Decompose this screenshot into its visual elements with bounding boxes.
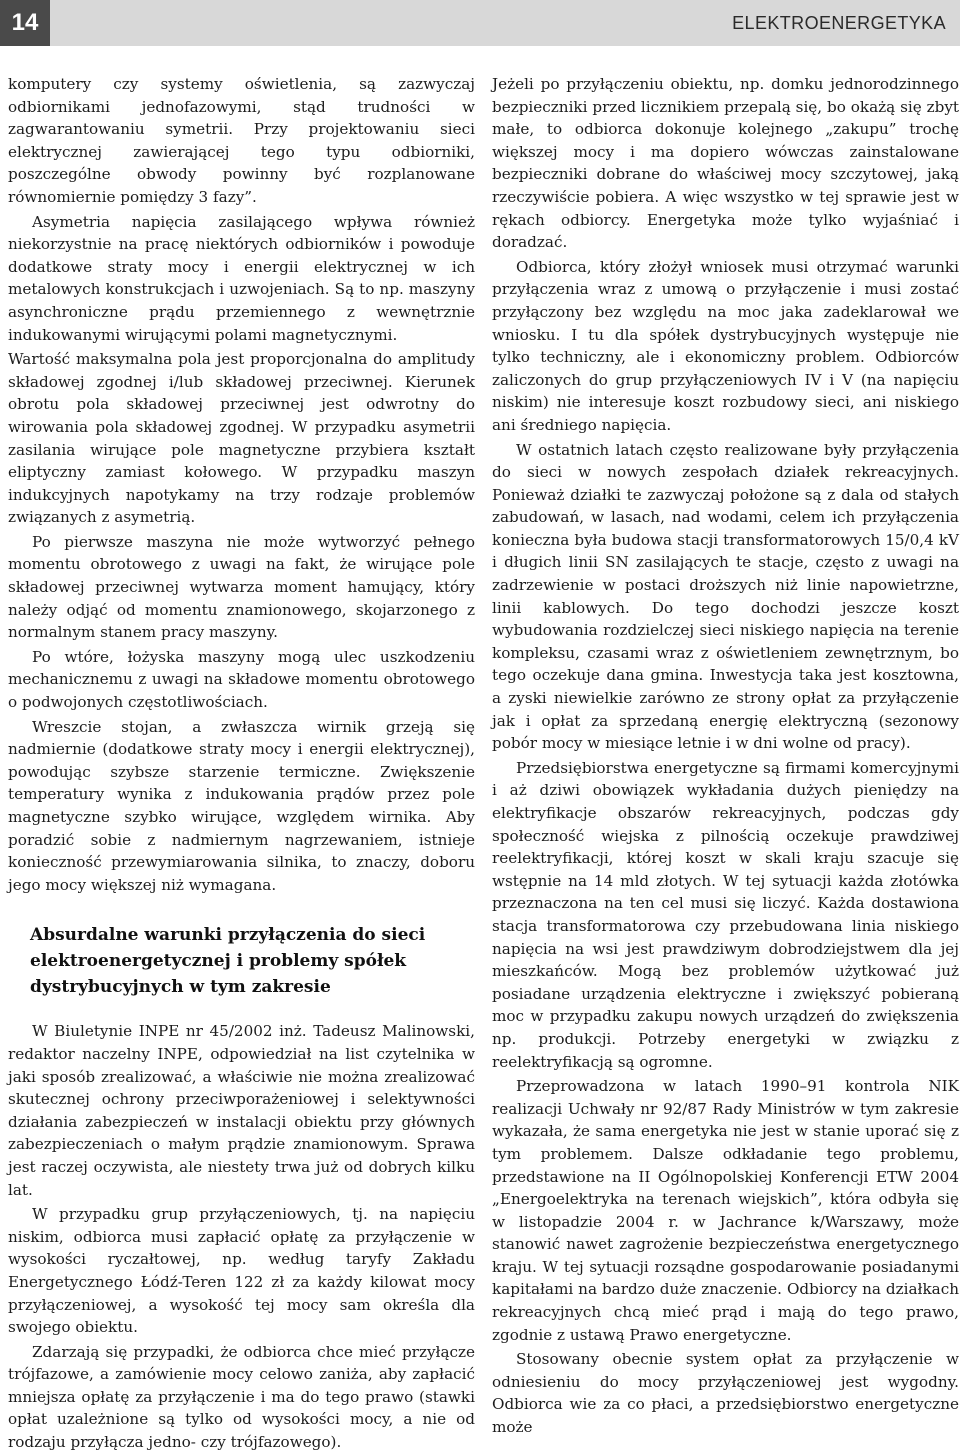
paragraph: Jeżeli po przyłączeniu obiektu, np. domku jednorodzinnego bezpieczniki przed licznikiem przepalą się, bo okażą się zbyt małe, to odbiorca dokonuje kolejnego „zakupu” trochę większej mocy i ma dopiero wówczas zainstalowane bezpieczniki dobrane do właściwej mocy szczytowej, jaką rzeczywiście pobiera. A więc wszystko w tej sprawie jest w rękach odbiorcy. Energetyka może tylko wyjaśniać i doradzać. — [492, 75, 959, 252]
article-heading: Absurdalne warunki przyłączenia do sieci elektroenergetycznej i problemy spółek dystrybucyjnych w tym zakresie — [30, 925, 426, 998]
paragraph: Przeprowadzona w latach 1990–91 kontrola NIK realizacji Uchwały nr 92/87 Rady Ministrów w tym zakresie wykazała, że sama energetyka nie jest w stanie uporać się z tym problemem. Dalsze odkładanie tego problemu, przedstawione na II Ogólnopolskiej Konferencji ETW 2004 „Energoelektryka na terenach wiejskich”, która odbyła się w listopadzie 2004 r. w Jachrance k/Warszawy, może stanowić nawet zagrożenie bezpieczeństwa energetycznego kraju. W tej sytuacji rozsądne gospodarowanie posiadanymi kapitałami na bardzo duże znaczenie. Odbiorcy na działkach rekreacyjnych chcą mieć prąd i mają do tego prawo, zgodnie z ustawą Prawo energetyczne. — [492, 1077, 959, 1344]
paragraph: W ostatnich latach często realizowane były przyłączenia do sieci w nowych zespołach działek rekreacyjnych. Ponieważ działki te zazwyczaj położone są z dala od stałych zabudowań, w lasach, nad wodami, celem ich przyłączenia konieczna była budowa stacji transformatorowych 15/0,4 kV i długich linii SN zasilających te stacje, często z uwagi na zadrzewienie w postaci droższych niż linie napowietrzne, linii kablowych. Do tego dochodzi jeszcze koszt wybudowania rozdzielczej sieci niskiego napięcia na terenie kompleksu, czasami wraz z oświetleniem zewnętrznym, bo tego oczekuje dana gmina. Inwestycja taka jest kosztowna, a zyski niewielkie zarówno ze strony opłat za przyłączenie jak i opłat za sprzedaną energię elektryczną (sezonowy pobór mocy w miesiące letnie i w dni wolne od pracy). — [492, 440, 959, 753]
paragraph: Przedsiębiorstwa energetyczne są firmami komercyjnymi i aż dziwi obowiązek wykładania dużych pieniędzy na elektryfikacje obszarów rekreacyjnych, podczas gdy społeczność wiejska z pilnością oczekuje prawdziwej reelektryfikacji, której koszt w skali kraju szacuje się wstępnie na 14 mld złotych. W tej sytuacji każda złotówka przeznaczona na ten cel musi się liczyć. Każda dostawiona stacja transformatorowa czy przebudowana linia niskiego napięcia na wsi jest prawdziwym dobrodziejstwem dla jej mieszkańców. Mogą bez problemów użytkować już posiadane urządzenia elektryczne i zwiększyć pobieraną moc w przypadku zakupu nowych urządzeń do zwiększenia np. produkcji. Potrzeby energetyki w związku z reelektryfikacją są ogromne. — [492, 758, 959, 1071]
paragraph: Po wtóre, łożyska maszyny mogą ulec uszkodzeniu mechanicznemu z uwagi na składowe momentu obrotowego o podwojonych częstotliwościach. — [8, 647, 475, 712]
paragraph: Wartość maksymalna pola jest proporcjonalna do amplitudy składowej zgodnej i/lub składowej przeciwnej. Kierunek obrotu pola składowej przeciwnej jest odwrotny do wirowania pola składowej zgodnej. W przypadku asymetrii zasilania wirujące pole magnetyczne przybiera kształt eliptyczny zamiast kołowego. W przypadku maszyn indukcyjnych napotykamy na trzy rodzaje problemów związanych z asymetrią. — [8, 350, 475, 527]
paragraph: Po pierwsze maszyna nie może wytworzyć pełnego momentu obrotowego z uwagi na fakt, że wirujące pole składowej przeciwnej wytwarza moment hamujący, który należy odjąć od momentu znamionowego, skojarzonego z normalnym stanem pracy maszyny. — [8, 532, 475, 642]
right-column — [492, 73, 959, 1441]
paragraph: W przypadku grup przyłączeniowych, tj. na napięciu niskim, odbiorca musi zapłacić opłatę za przyłączenie w wysokości ryczałtowej, np. według taryfy Zakładu Energetycznego Łódź-Teren 122 zł za każdy kilowat mocy przyłączeniowej, a wysokość tej mocy sam określa dla swojego obiektu. — [8, 1205, 475, 1337]
page-number: 14 — [0, 0, 50, 46]
paragraph: Asymetria napięcia zasilającego wpływa również niekorzystnie na pracę niektórych odbiorników i powoduje dodatkowe straty mocy i energii elektrycznej w ich metalowych konstrukcjach i uzwojeniach. Są to np. maszyny asynchroniczne prądu przemiennego z wewnętrznie indukowanymi wirującymi polami magnetycznymi. — [8, 212, 475, 344]
paragraph: W Biuletynie INPE nr 45/2002 inż. Tadeusz Malinowski, redaktor naczelny INPE, odpowiedział na list czytelnika w jaki sposób zrealizować, a właściwie nie można zrealizować skutecznej ochrony przeciwporażeniowej i selektywności działania zabezpieczeń w instalacji obiektu przy głównych zabezpieczeniach o małym prądzie znamionowym. Sprawa jest raczej oczywista, ale niestety trwa już od dobrych kilku lat. — [8, 1022, 475, 1199]
paragraph: komputery czy systemy oświetlenia, są zazwyczaj odbiornikami jednofazowymi, stąd trudności w zagwarantowaniu symetrii. Przy projektowaniu sieci elektrycznej zawierającej tego typu odbiorniki, poszczególne obwody powinny być rozplanowane równomiernie pomiędzy 3 fazy”. — [8, 75, 475, 206]
left-column — [8, 73, 475, 1456]
page-header — [0, 0, 960, 46]
section-title: ELEKTROENERGETYKA — [732, 13, 946, 33]
paragraph: Stosowany obecnie system opłat za przyłączenie w odniesieniu do mocy przyłączeniowej jest wygodny. Odbiorca wie za co płaci, a przedsiębiorstwo energetyczne może — [492, 1350, 959, 1437]
paragraph: Wreszcie stojan, a zwłaszcza wirnik grzeją się nadmiernie (dodatkowe straty mocy i energii elektrycznej), powodując szybsze starzenie termiczne. Zwiększenie temperatury wynika z indukowania prądów przez pole magnetyczne szybko wirujące, względem wirnika. Aby poradzić sobie z nadmiernym nagrzewaniem, istnieje konieczność przewymiarowania silnika, to znaczy, doboru jego mocy większej niż wymagana. — [8, 717, 475, 894]
paragraph: Odbiorca, który złożył wniosek musi otrzymać warunki przyłączenia wraz z umową o przyłączenie i musi zostać przyłączony bez względu na moc jaka zadeklarował we wniosku. I tu dla spółek dystrybucyjnych występuje nie tylko techniczny, ale i ekonomiczny problem. Odbiorców zaliczonych do grup przyłączeniowych IV i V (na napięciu niskim) nie interesuje koszt rozbudowy sieci, ani niskiego ani średniego napięcia. — [492, 257, 959, 434]
paragraph: Zdarzają się przypadki, że odbiorca chce mieć przyłącze trójfazowe, a zamówienie mocy celowo zaniża, aby zapłacić mniejsza opłatę za przyłączenie i ma do tego prawo (stawki opłat uzależnione są tylko od wysokości mocy, a nie od rodzaju przyłącza jedno- czy trójfazowego). — [8, 1342, 475, 1452]
